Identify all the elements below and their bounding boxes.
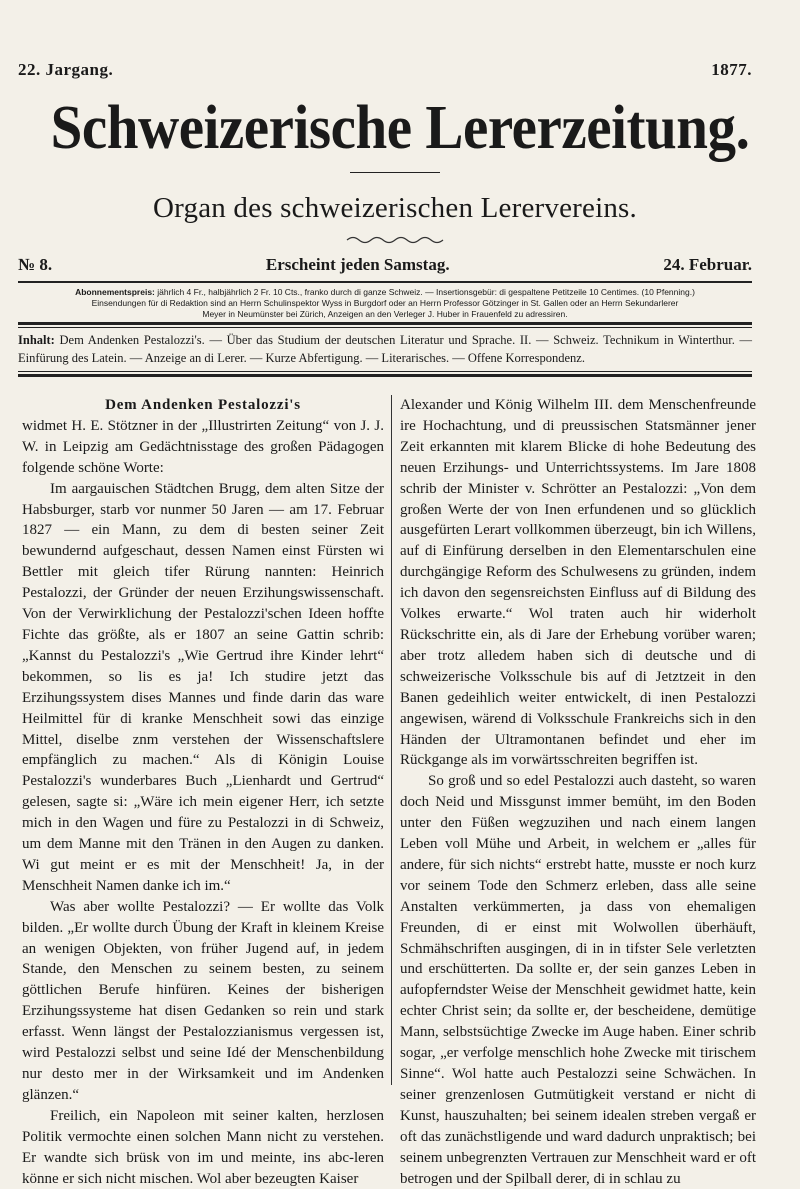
year-label: 1877. (711, 60, 752, 79)
rule-top (18, 281, 752, 283)
issue-line (18, 255, 752, 275)
column-divider (391, 395, 392, 1085)
column-right (400, 395, 756, 1189)
subscription-price-text: jährlich 4 Fr., halbjährlich 2 Fr. 10 Cts., franko durch di ganze Schweiz. — Insertionsgebür: di gespaltene Petitzeile 10 Centimes. (10 Pfenning.) (154, 287, 695, 297)
paragraph: Freilich, ein Napoleon mit seiner kalten, herzlosen Politik vermochte einen solchen Mann nicht zu verstehen. Er wandte sich brüsk von im und meinte, ins abc-leren könne er sich nicht mischen. Wol aber bezeugten Kaiser (22, 1107, 384, 1187)
contents-text: Dem Andenken Pestalozzi's. — Über das Studium der deutschen Literatur und Sprache. II. — Schweiz. Technikum in Winterthur. — Einfürung des Latein. — Anzeige an di Lerer. — Kurze Abfertigung. — Literarisches. — Offene Korrespondenz. (18, 333, 752, 365)
issue-number: № 8. (18, 255, 53, 274)
paragraph: Alexander und König Wilhelm III. dem Menschenfreunde ire Hochachtung, und di preussischen Statsmänner jener Zeit erkannten mit klarem Blicke di hohe Bedeutung des neuen Erzihungs- und Unterrichtssystems. Im Jare 1808 schrib der Minister v. Schrötter an Pestalozzi: „Von dem großen Werte der von Inen erfundenen und so glücklich ausgefürten Lerart vollkommen überzeugt, bin ich Willens, auf di Einfürung derselben in den Elementarschulen eine durchgängige Reform des Schulwesens zu gründen, indem ich davon den segensreichsten Einfluss auf di Bildung des Volkes erwarte.“ Wol traten auch hir widerholt Rückschritte ein, als di Jare der Erhebung vorüber waren; aber trotz alledem haben sich di deutsche und di schweizerische Volksschule bis auf di Jetztzeit in den Banen gedeihlich weiter entwickelt, di inen Pestalozzi angewisen, wärend di Volksschule Frankreichs sich in den Händen der Ultramontanen befindet und eher im Rückgange als im vorwärtsschreiten begriffen ist. (400, 397, 756, 769)
subscription-line-3: Meyer in Neumünster bei Zürich, Anzeigen an den Verleger J. Huber in Frauenfeld zu adressiren. (202, 309, 568, 319)
masthead-title: Schweizerische Lererzeitung. (50, 94, 750, 162)
rule-mid-thick (18, 322, 752, 325)
rule-mid-thin (18, 327, 752, 328)
article-title: Dem Andenken Pestalozzi's (105, 397, 301, 413)
subscription-info (18, 287, 752, 320)
rule-bottom-thin (18, 371, 752, 372)
paragraph: widmet H. E. Stötzner in der „Illustrirten Zeitung“ von J. J. W. in Leipzig am Gedächtnisstage des großen Pädagogen folgende schöne Worte: (22, 417, 384, 476)
paragraph: Im aargauischen Städtchen Brugg, dem alten Sitze der Habsburger, starb vor nunmer 50 Jaren — am 17. Februar 1827 — ein Mann, zu dem di besten seiner Zeit bewundernd aufgeschaut, dessen Namen einst Fürsten wi Bettler mit gleich tifer Rürung nannten: Heinrich Pestalozzi, der Gründer der neuen Erzihungswissenschaft. Von der Verwirklichung der Pestalozzi'schen Ideen hoffte Fichte das größte, als er 1807 an seine Gattin schrib: „Kannst du Pestalozzi's „Wie Gertrud ihre Kinder lehrt“ bekommen, so lis es ja! Ich studire jetzt das Erzihungssystem dises Mannes und finde darin das ware Heilmittel für di kranke Menschheit sowi das einzige Mittel, diselbe znm verstehen der Wissenschaftslere empfänglich zu machen.“ Als di Königin Louise Pestalozzi's wunderbares Buch „Lienhardt und Gertrud“ gelesen, sagte si: „Wäre ich mein eigener Herr, ich setzte mich in den Wagen und füre zu Pestalozzi in di Schweiz, um dem Manne mit den Tränen in den Augen zu danken. Wi gut meint er es mit der Menschheit! Ja, in der Menschheit Namen danke ich im.“ (22, 480, 384, 894)
issue-frequency: Erscheint jeden Samstag. (265, 255, 450, 274)
table-of-contents (18, 331, 752, 367)
subscription-line-2: Einsendungen für di Redaktion sind an Herrn Schulinspektor Wyss in Burgdorf oder an Herrn Professor Götzinger in St. Gallen oder an Herrn Sekundarlerer (91, 298, 679, 308)
masthead-subtitle: Organ des schweizerischen Lerervereins. (153, 192, 637, 224)
issue-date: 24. Februar. (663, 255, 752, 274)
masthead-rule (350, 172, 440, 173)
header-topline (18, 60, 752, 80)
ornament-swirl-icon (345, 234, 445, 246)
paragraph: Was aber wollte Pestalozzi? — Er wollte das Volk bilden. „Er wollte durch Übung der Kraft in kleinem Kreise an wenigen Objekten, von früher Jugend auf, in jedem Stande, den Menschen zu seinem besten, zu seinem göttlichen Berufe hinfüren. Keines der bisherigen Erzihungssysteme hat disen Gedanken so rein und stark erfasst. Wenn längst der Pestalozzianismus vergessen ist, wird Pestalozzi selbst und seine Idé der Menschenbildung nur desto mer in der Wirksamkeit und im Andenken glänzen.“ (22, 898, 384, 1103)
volume-label: 22. Jargang. (18, 60, 114, 79)
subscription-line-1 (18, 287, 752, 298)
column-left (22, 395, 384, 1189)
subscription-price-label: Abonnementspreis: (75, 287, 155, 297)
paragraph: So groß und so edel Pestalozzi auch dasteht, so waren doch Neid und Missgunst immer bemüht, im den Boden unter den Füßen wegzuzihen und nach einem langen Leben voll Mühe und Arbeit, in welchem er „alles für andere, für sich nichts“ erstrebt hatte, musste er noch kurz vor seinem Tode den Schmerz erleben, dass alle seine Anstalten verkümmerten, ja dass von ehemaligen Freunden, di er einst mit Wolwollen überhäuft, Schmähschriften ausgingen, di in in tifster Sele verletzten und erschütterten. Da sollte er, der sein ganzes Leben in aufopferndster Weise der Menschheit gewidmet hatte, kein echter Christ sein; da sollte er, der bescheidene, demütige Mann, selbstsüchtige Zwecke im Auge haben. Einer schrib sogar, „er verfolge menschlich hohe Zwecke mit tirischem Sinne“. Wol hatte auch Pestalozzi seine Schwächen. In seiner grenzenlosen Gutmütigkeit verstand er nicht di Kunst, hauszuhalten; bei seinem idealen streben vergaß er oft das zunächstligende und ward dadurch unpraktisch; bei seinem unbegrenzten Vertrauen zur Menschheit ward er oft betrogen und der Spilball derer, di in schlau zu (400, 773, 756, 1187)
contents-label: Inhalt: (18, 333, 55, 347)
rule-bottom-thick (18, 374, 752, 377)
